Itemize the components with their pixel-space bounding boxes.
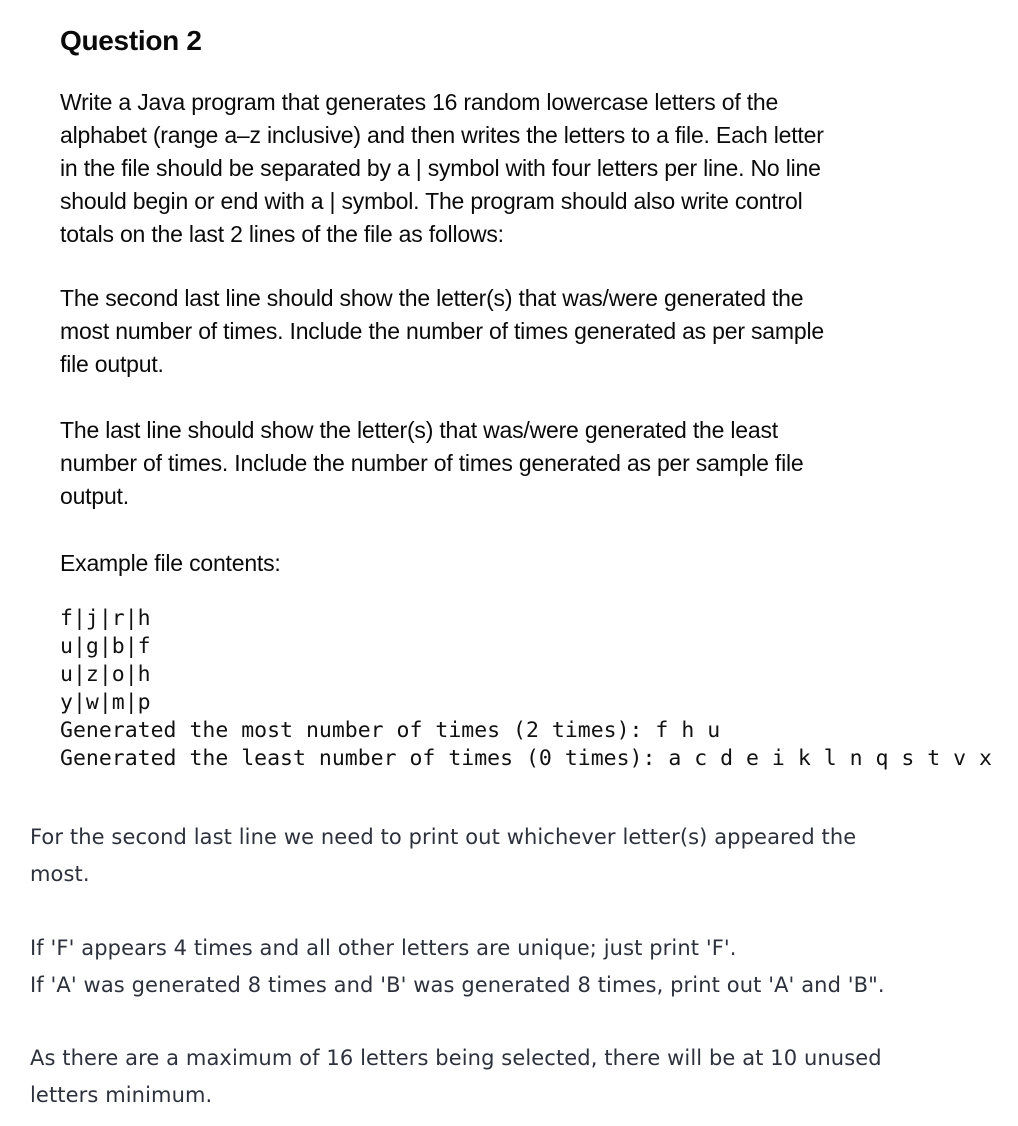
code-line: Generated the least number of times (0 times): a c d e i k l n q s t v x xyxy=(60,746,992,771)
text-line: Write a Java program that generates 16 random lowercase letters of the xyxy=(60,89,779,115)
text-line: most. xyxy=(30,862,90,886)
notes-paragraph-2 xyxy=(30,930,1008,1004)
text-line: number of times. Include the number of times generated as per sample file xyxy=(60,450,804,476)
text-line: letters minimum. xyxy=(30,1083,213,1107)
code-line: u|z|o|h xyxy=(60,662,151,687)
example-contents-label xyxy=(60,547,1008,580)
text-line: should begin or end with a | symbol. The program should also write control xyxy=(60,188,803,214)
question-paragraph-3 xyxy=(60,414,1008,513)
question-heading: Question 2 xyxy=(60,25,202,56)
question-paragraph-2 xyxy=(60,282,1008,381)
text-line: in the file should be separated by a | symbol with four letters per line. No line xyxy=(60,155,821,181)
question-paragraph-1 xyxy=(60,86,1008,251)
text-line: The second last line should show the letter(s) that was/were generated the xyxy=(60,285,804,311)
code-line: u|g|b|f xyxy=(60,634,151,659)
code-line: y|w|m|p xyxy=(60,690,151,715)
text-line: totals on the last 2 lines of the file as follows: xyxy=(60,221,504,247)
code-line: Generated the most number of times (2 times): f h u xyxy=(60,718,721,743)
text-line: If 'A' was generated 8 times and 'B' was generated 8 times, print out 'A' and 'B". xyxy=(30,973,885,997)
answer-notes-section xyxy=(0,819,1018,1114)
text-line: alphabet (range a–z inclusive) and then writes the letters to a file. Each letter xyxy=(60,122,824,148)
text-line: As there are a maximum of 16 letters being selected, there will be at 10 unused xyxy=(30,1046,882,1070)
text-line: file output. xyxy=(60,351,164,377)
notes-paragraph-1 xyxy=(30,819,1008,893)
notes-paragraph-3 xyxy=(30,1040,1008,1114)
code-line: f|j|r|h xyxy=(60,606,151,631)
text-line: output. xyxy=(60,483,129,509)
text-line: Example file contents: xyxy=(60,550,281,576)
text-line: If 'F' appears 4 times and all other letters are unique; just print 'F'. xyxy=(30,936,737,960)
text-line: For the second last line we need to print out whichever letter(s) appeared the xyxy=(30,825,857,849)
text-line: most number of times. Include the number of times generated as per sample xyxy=(60,318,824,344)
text-line: The last line should show the letter(s) that was/were generated the least xyxy=(60,417,778,443)
example-file-output xyxy=(60,605,1008,773)
